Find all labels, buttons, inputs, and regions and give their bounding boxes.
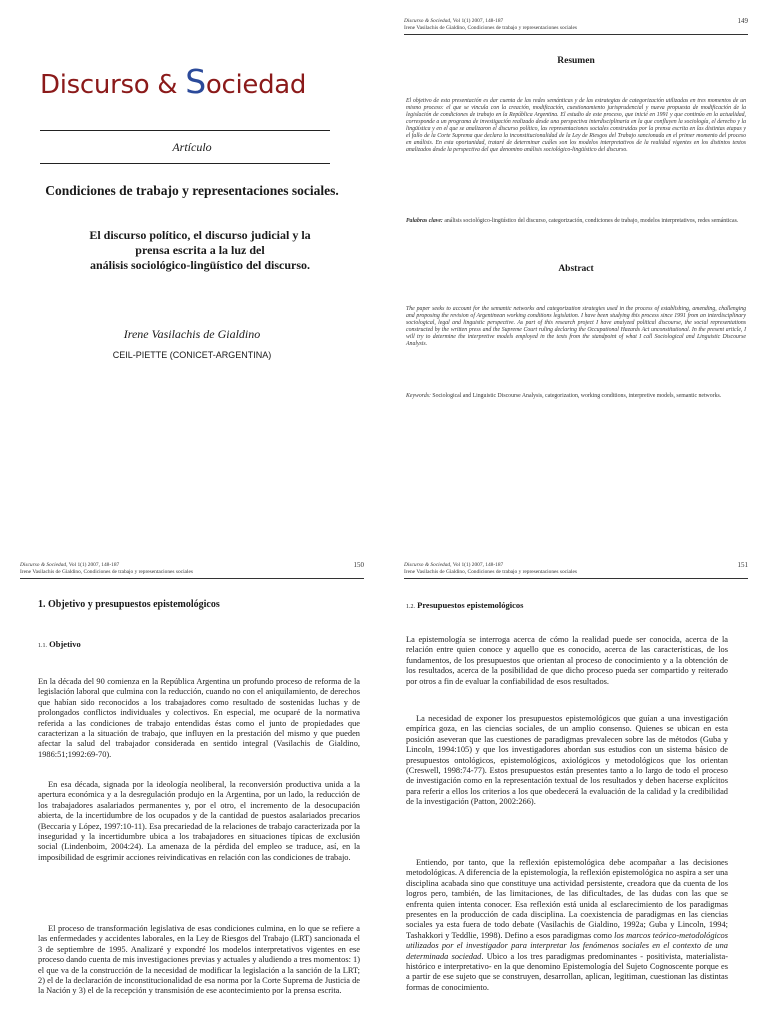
header-rule	[20, 578, 364, 579]
header-article: Irene Vasilachis de Gialdino, Condiciones de trabajo y representaciones sociales	[20, 569, 193, 575]
page-150-body	[0, 512, 384, 1024]
page-number: 150	[353, 561, 364, 569]
subsection-number: 1.1.	[38, 643, 47, 649]
body-paragraph-1: En la década del 90 comienza en la República Argentina un profundo proceso de reforma de la legislación laboral que culmina con la reducción, cuando no con el aniquilamiento, de derechos que habían sido reconocidos a los trabajadores como resultado de sostenidas luchas y de prolongados conflictos individuales y colectivos. En especial, me ocuparé de la normativa referida a las condiciones de trabajo entendidas éstas como el junto de propiedades que caracterizan a la situación de trabajo, que influyen en la prestación del mismo y que pueden afectar la salud del trabajador considerada en sentido integral (Vasilachis de Gialdino, 1986:51;1992:69-70).	[38, 677, 360, 759]
subsection-number: 1.2.	[406, 604, 415, 610]
body-paragraph-1: La epistemología se interroga acerca de cómo la realidad puede ser conocida, acerca de la relación entre quien conoce y aquello que es conocido, acerca de las características, de los fundamentos, de los presupuestos que orientan al proceso de conocimiento y a la obtención de los resultados, acerca de la posibilidad de que dicho proceso pueda ser compartido y reiterado por otros a fin de evaluar la confiabilidad de esos resultados.	[406, 635, 728, 686]
body-paragraph-3: El proceso de transformación legislativa de esas condiciones culmina, en lo que se refiere a las enfermedades y accidentes laborales, en la Ley de Riesgos del Trabajo (LRT) sancionada el 3 de septiembre de 1995. Analizaré y expondré los modelos interpretativos vigentes en ese proceso dando cuenta de mis investigaciones previas y actuales y aludiendo a tres momentos: 1) el que va de la construcción de la necesidad de modificar la legislación a la sanción de la LRT; 2) el de la declaración de inconstitucionalidad de esa norma por la Corte Suprema de Justicia de la Nación y 3) el de la recepción y transmisión de ese acontecimiento por la prensa escrita.	[38, 924, 360, 996]
header-article: Irene Vasilachis de Gialdino, Condiciones de trabajo y representaciones sociales	[404, 25, 577, 31]
palabras-clave-text: análisis sociológico-lingüístico del discurso, categorización, condiciones de trabajo, modelos interpretativos, redes semánticas.	[442, 218, 739, 224]
resumen-heading: Resumen	[557, 56, 595, 66]
body-paragraph-2: En esa década, signada por la ideología neoliberal, la reconversión productiva unida a la apertura económica y a la desregulación produjo en la Argentina, por un lado, la reducción de los trabajadores asalariados permanentes y, por el otro, el incremento de la desocupación abierta, de la incertidumbre de los ocupados y de la cantidad de puestos asalariados precarios (Beccaria y López, 1997:10-11). Esa precariedad de la relaciones de trabajo caracterizada por la inseguridad y la incertidumbre ubica a los trabajadores en situaciones típicas de exclusión social (Lindenboim, 2004:24). La amenaza de la pérdida del empleo se traduce, así, en la imposibilidad de esgrimir acciones reivindicativas en relación con las condiciones de trabajo.	[38, 780, 360, 862]
subsection-title: Presupuestos epistemológicos	[415, 600, 524, 610]
abstract-text: The paper seeks to account for the semantic networks and categorization strategies used in the process of establishing, amending, challenging and proposing the revision of Argentinean working conditions legislation. I have been studying this process since 1991 from an interdisciplinary sociological, legal and linguistic perspective. As part of this research project I have analyzed political discourse, the social representations constructed by the written press and the Supreme Court ruling declaring the Occupational Hazards Act unconstitutional. In the present article, I will try to determine the interpretive models employed in the texts from the standpoint of what I call Sociological and Linguistic Discourse Analysis.	[406, 306, 746, 347]
subtitle-line-1: El discurso político, el discurso judicial y la	[89, 228, 311, 242]
page-number: 151	[737, 561, 748, 569]
header-article: Irene Vasilachis de Gialdino, Condiciones de trabajo y representaciones sociales	[404, 569, 577, 575]
divider-bottom	[40, 163, 330, 164]
paragraph-3-italic: los marcos teórico-metodológicos utilizados por el investigador para interpretar los fenómenos sociales en el contexto de una determinada sociedad	[406, 930, 728, 961]
journal-logo	[40, 62, 306, 101]
logo-word-discurso: Discurso	[40, 70, 150, 100]
header-journal: Discurso & Sociedad	[404, 562, 451, 568]
body-paragraph-3	[406, 858, 728, 993]
keywords	[406, 393, 746, 400]
body-paragraph-2: La necesidad de exponer los presupuestos epistemológicos que guían a una investigación empírica goza, en las ciencias sociales, de un amplio consenso. Quienes se ubican en esta posición aseveran que las cuestiones de paradigmas prevalecen sobre las de métodos (Guba y Lincoln, 1994:105) y que los investigadores abordan sus estudios con un sistema básico de presupuestos ontológicos, epistemológicos, axiológicos y metodológicos que los orientan (Creswell, 1998:74-77). Estos presupuestos están presentes tanto a lo largo de todo el proceso de investigación como en la representación textual de los resultados y deben hacerse explícitos para referir a ellos los criterios a los que obedecerá la evaluación de la calidad y la credibilidad de la investigación (Patton, 2002:266).	[406, 714, 728, 807]
paragraph-3-part-1: Entiendo, por tanto, que la reflexión epistemológica debe acompañar a las decisiones metodológicas. A diferencia de la epistemología, la reflexión epistemológica no aspira a ser una disciplina acabada sino que constituye una actividad persistente, creadora que da cuenta de los logros pero, también, de las limitaciones, de las dificultades, de las dudas con las que se enfrenta quien intenta conocer. Esa reflexión está unida al esclarecimiento de los paradigmas presentes en la producción de cada disciplina. La coexistencia de paradigmas en las ciencias sociales ya esta fuera de todo debate (Vasilachis de Gialdino, 1992a; Guba y Lincoln, 1994; Tashakkori y Teddlie, 1998). Defino a esos paradigmas como	[406, 858, 728, 940]
subsection-title: Objetivo	[47, 639, 81, 649]
author-name: Irene Vasilachis de Gialdino	[123, 327, 261, 341]
header-rule	[404, 578, 748, 579]
paragraph-3-part-3: . Ubico a los tres paradigmas predominantes - positivista, materialista-histórico e interpretativo- en la que denomino Epistemología del Sujeto Cognoscente porque es a partir de ese sujeto que se construyen, desarrollan, aplican, legitiman, cuestionan las distintas formas de conocimiento.	[406, 951, 728, 992]
header-volume: , Vol 1(1) 2007, 148-187	[66, 562, 120, 568]
palabras-clave-label: Palabras clave:	[406, 218, 443, 224]
header-journal: Discurso & Sociedad	[404, 18, 451, 24]
subsection-heading	[38, 639, 81, 649]
keywords-label: Keywords:	[406, 393, 431, 399]
page-number: 149	[737, 17, 748, 25]
header-volume: , Vol 1(1) 2007, 148-187	[450, 562, 504, 568]
subsection-heading	[406, 600, 523, 610]
page-151-body	[384, 512, 768, 1024]
author-affiliation: CEIL-PIETTE (CONICET-ARGENTINA)	[112, 350, 272, 360]
running-header	[404, 562, 748, 576]
header-rule	[404, 34, 748, 35]
keywords-text: Sociological and Linguistic Discourse Analysis, categorization, working conditions, interpretive models, semantic networks.	[430, 393, 722, 399]
divider-top	[40, 130, 330, 131]
abstract-heading: Abstract	[558, 264, 594, 274]
section-heading: 1. Objetivo y presupuestos epistemológicos	[38, 599, 220, 610]
article-subtitle	[80, 228, 320, 273]
section-label: Artículo	[172, 140, 212, 154]
header-volume: , Vol 1(1) 2007, 148-187	[450, 18, 504, 24]
page-148-title	[0, 0, 384, 512]
logo-letter-s: S	[185, 62, 206, 101]
page-149-abstract	[384, 0, 768, 512]
subtitle-line-3: análisis sociológico-lingüístico del discurso.	[89, 258, 311, 272]
subtitle-line-2: prensa escrita a la luz del	[135, 243, 265, 257]
logo-ampersand: &	[149, 70, 186, 100]
resumen-text: El objetivo de esta presentación es dar cuenta de las redes semánticas y de las estrategias de categorización utilizadas en tres momentos de un mismo proceso: el que se vincula con la creación, modificación, cuestionamiento jurisprudencial y nueva propuesta de modificación de la legislación de condiciones de trabajo en la República Argentina. El estudio de este proceso, que inicié en 1991 y que continúo en la actualidad, corresponde a un programa de investigación realizado desde una perspectiva interdisciplinaria en la que confluyen la sociología, el derecho y la lingüística y en el que se analizaron el discurso político, las representaciones sociales construidas por la prensa escrita en las distintas etapas y el fallo de la Corte Suprema que declara la inconstitucionalidad de la Ley de Riesgos del Trabajo sancionada en el primer momento del proceso en análisis. En esta oportunidad, trataré de determinar cuáles son los modelos interpretativos de la realidad vigentes en los distintos textos analizados desde la perspectiva del que denomino análisis sociológico-lingüístico del discurso.	[406, 98, 746, 153]
article-title: Condiciones de trabajo y representaciones sociales.	[45, 183, 339, 198]
header-journal: Discurso & Sociedad	[20, 562, 67, 568]
logo-word-ociedad: ociedad	[205, 70, 307, 100]
running-header	[404, 18, 748, 32]
running-header	[20, 562, 364, 576]
palabras-clave	[406, 218, 746, 225]
